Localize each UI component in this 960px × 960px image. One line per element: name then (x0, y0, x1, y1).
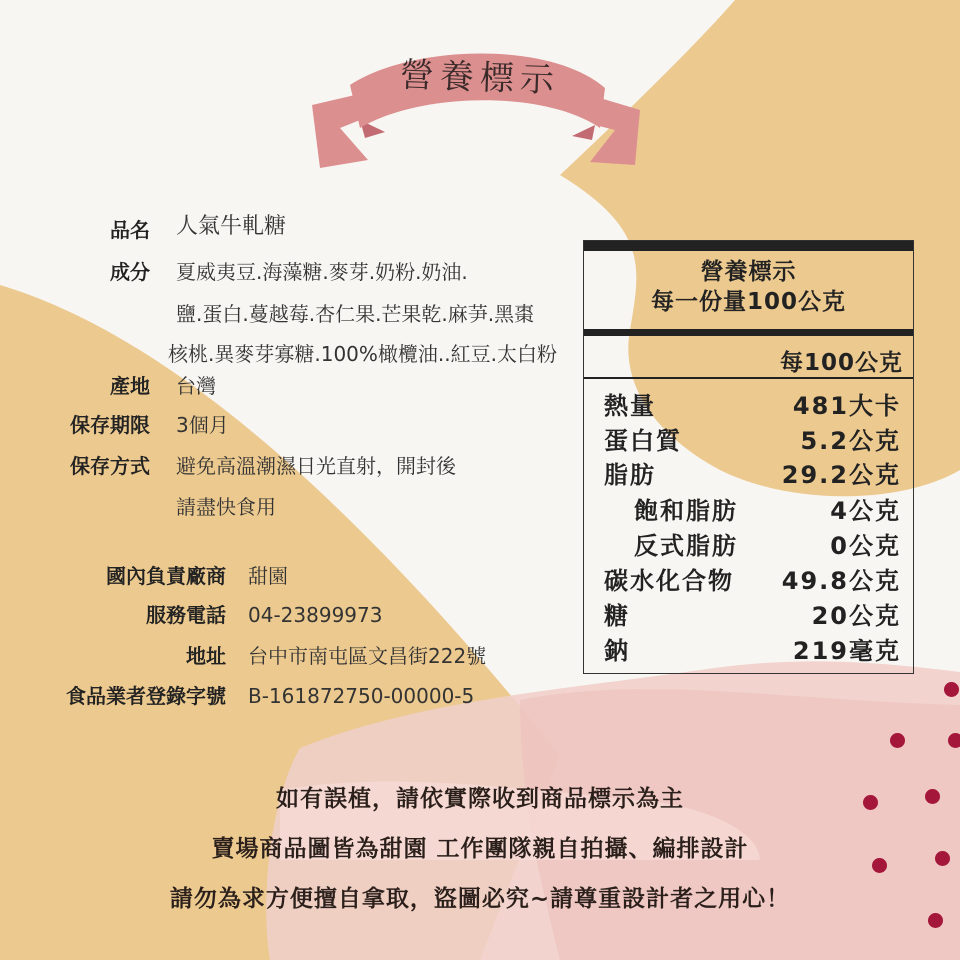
storage-label: 保存方式 (70, 454, 150, 478)
nutrition-row (584, 455, 913, 489)
nutrient-name: 糖 (604, 602, 630, 630)
nutrition-title-line-1: 營養標示 (700, 259, 797, 285)
nutrient-name: 蛋白質 (604, 427, 682, 455)
dot (935, 851, 950, 866)
nutrition-row (584, 631, 913, 665)
disclaimer-note-2: 賣場商品圖皆為甜園 工作團隊親自拍攝、編排設計 (211, 836, 749, 862)
nutrition-row (584, 421, 913, 455)
table-divider-thick (584, 329, 913, 336)
phone-value: 04-23899973 (248, 603, 383, 627)
nutrient-name: 熱量 (604, 392, 656, 420)
nutrition-row (584, 561, 913, 595)
nutrient-value: 0公克 (830, 532, 901, 560)
nutrition-row (584, 386, 913, 420)
address-label: 地址 (186, 644, 226, 668)
per-100g-label: 每100公克 (779, 350, 903, 376)
ingredients-line-2: 鹽.蛋白.蔓越莓.杏仁果.芒果乾.麻芛.黑棗 (176, 302, 535, 326)
shelf-life-label: 保存期限 (70, 413, 150, 437)
banner-title: 營養標示 (399, 55, 561, 101)
ingredients-label: 成分 (110, 260, 150, 284)
shelf-life-value: 3個月 (176, 413, 229, 437)
nutrition-table (583, 240, 914, 674)
disclaimer-note-1: 如有誤植，請依實際收到商品標示為主 (276, 786, 684, 812)
ingredients-line-1: 夏威夷豆.海藻糖.麥芽.奶粉.奶油. (176, 260, 468, 284)
nutrient-name: 鈉 (604, 637, 630, 665)
storage-line-1: 避免高溫潮濕日光直射，開封後 (176, 454, 456, 478)
ingredients-line-3: 核桃.異麥芽寡糖.100%橄欖油..紅豆.太白粉 (168, 342, 557, 366)
table-divider (584, 377, 913, 379)
nutrient-name: 反式脂肪 (634, 532, 738, 560)
nutrition-row (584, 491, 913, 525)
maker-label: 國內負責廠商 (106, 564, 226, 588)
nutrient-value: 49.8公克 (781, 567, 901, 595)
storage-line-2: 請盡快食用 (176, 495, 276, 519)
address-value: 台中市南屯區文昌街222號 (248, 644, 487, 668)
maker-value: 甜園 (248, 564, 288, 588)
registration-value: B-161872750-00000-5 (248, 684, 475, 708)
name-value: 人氣牛軋糖 (176, 214, 287, 239)
phone-label: 服務電話 (146, 603, 226, 627)
nutrition-row (584, 526, 913, 560)
nutrition-title-line-2: 每一份量100公克 (650, 289, 846, 315)
nutrient-name: 碳水化合物 (604, 567, 734, 595)
nutrient-value: 4公克 (830, 497, 901, 525)
registration-label: 食品業者登錄字號 (66, 684, 226, 708)
nutrient-value: 29.2公克 (781, 461, 901, 489)
nutrition-title (584, 257, 913, 317)
nutrient-name: 飽和脂肪 (634, 497, 738, 525)
dot (863, 795, 878, 810)
dot (928, 913, 943, 928)
nutrition-row (584, 596, 913, 630)
disclaimer-note-3: 請勿為求方便擅自拿取，盜圖必究~請尊重設計者之用心！ (169, 886, 791, 912)
origin-value: 台灣 (176, 374, 216, 398)
nutrient-value: 20公克 (811, 602, 901, 630)
nutrient-value: 481大卡 (792, 392, 901, 420)
dot (925, 789, 940, 804)
table-top-bar (584, 241, 913, 251)
dot (872, 858, 887, 873)
nutrient-name: 脂肪 (604, 461, 656, 489)
nutrient-value: 219毫克 (792, 637, 901, 665)
dot (890, 733, 905, 748)
nutrient-value: 5.2公克 (800, 427, 901, 455)
origin-label: 產地 (110, 374, 150, 398)
dot (944, 682, 959, 697)
dot (948, 733, 960, 748)
name-label: 品名 (110, 218, 150, 242)
